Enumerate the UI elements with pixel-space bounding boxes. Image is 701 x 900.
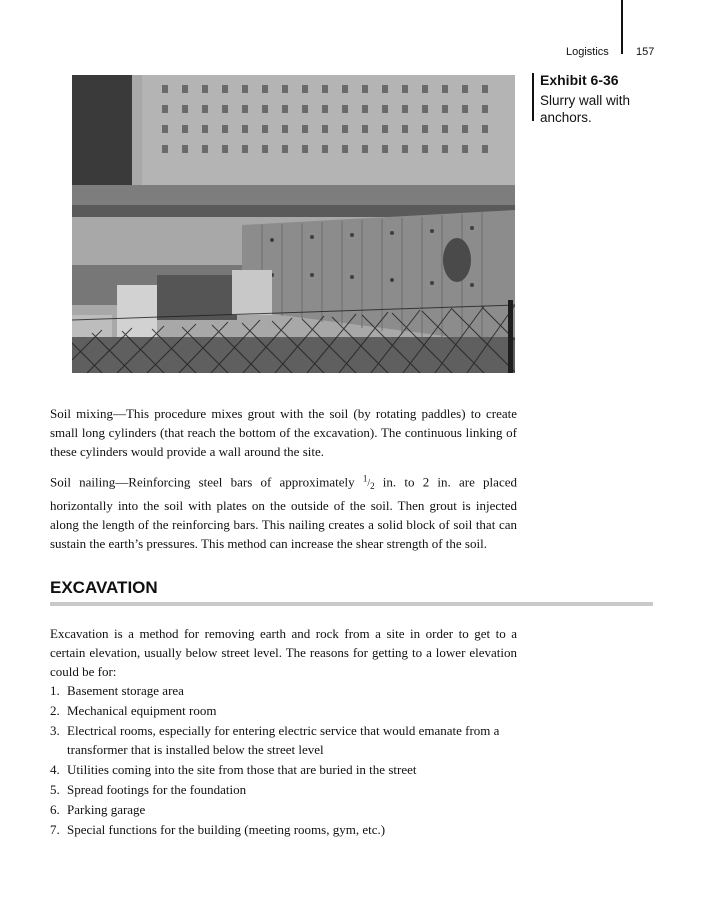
- exhibit-photo: [72, 75, 515, 373]
- paragraph-excavation-intro: Excavation is a method for removing earth and rock from a site in order to get to a certain elevation, usually below street level. The reasons for getting to a lower elevation could be for:: [50, 626, 517, 679]
- list-item: 7. Special functions for the building (meeting rooms, gym, etc.): [50, 822, 386, 837]
- exhibit-title: Exhibit 6-36: [540, 72, 619, 88]
- header-rule: [621, 0, 623, 54]
- paragraph-soil-mixing: Soil mixing—This procedure mixes grout with the soil (by rotating paddles) to create small long cylinders (that reach the bottom of the excavation). The continuous linking of these cylinders would provide a wall around the site.: [50, 406, 517, 459]
- list-item: 3. Electrical rooms, especially for entering electric service that would emanate from a transformer that is installed below the street level: [50, 723, 500, 757]
- section-heading: EXCAVATION: [50, 578, 158, 597]
- list-item: 6. Parking garage: [50, 802, 146, 817]
- caption-bar: [532, 73, 534, 121]
- paragraph-soil-nailing: [50, 470, 517, 553]
- soil-nailing-text-end: in. to 2 in. are placed horizontally into the soil with plates on the outside of the soil. Then grout is injected along the length of the reinforcing bars. This nailing creates a solid block of soil that can sustain the earth’s pressures. This method can increase the shear strength of the soil.: [50, 474, 517, 552]
- list-item: 5. Spread footings for the foundation: [50, 782, 247, 797]
- running-head-section: Logistics: [566, 46, 609, 58]
- list-item: 2. Mechanical equipment room: [50, 703, 217, 718]
- section-rule: [50, 602, 653, 606]
- list-item: 1. Basement storage area: [50, 683, 184, 698]
- page-number: 157: [636, 46, 655, 58]
- exhibit-caption: Slurry wall with anchors.: [540, 93, 631, 125]
- fraction-half: $^1/_2$: [362, 474, 375, 492]
- list-item: 4. Utilities coming into the site from those that are buried in the street: [50, 762, 417, 777]
- reasons-list: [50, 681, 520, 840]
- soil-nailing-text-start: Soil nailing—Reinforcing steel bars of approximately: [50, 474, 363, 490]
